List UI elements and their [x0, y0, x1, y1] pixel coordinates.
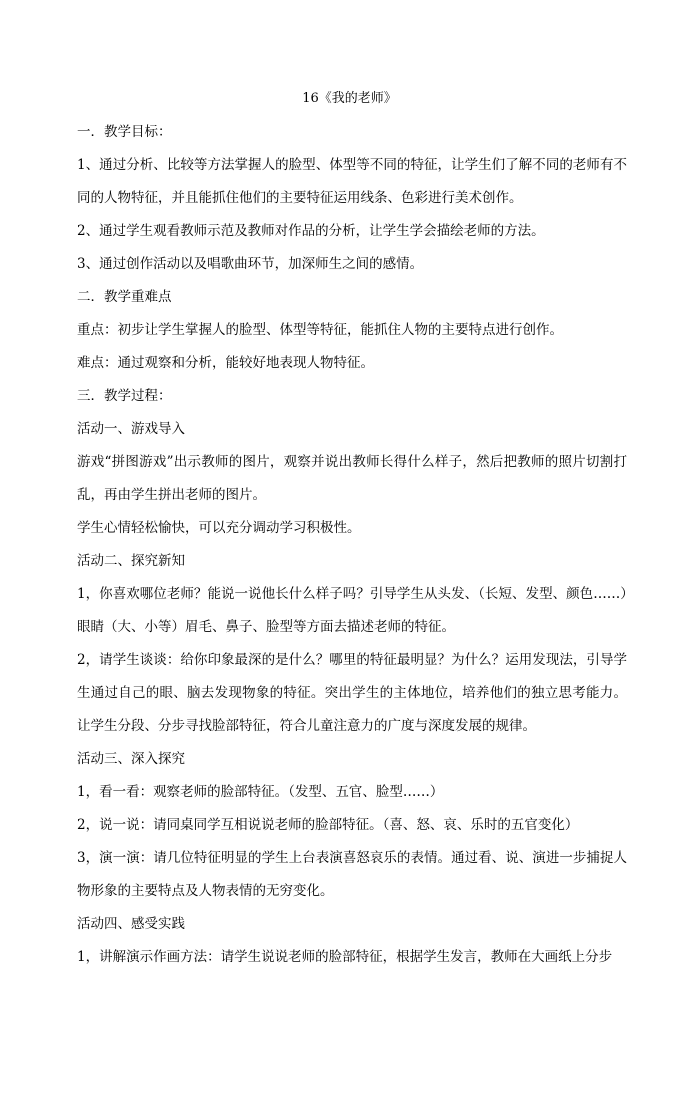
difficult-point: 难点：通过观察和分析，能较好地表现人物特征。 [77, 355, 374, 371]
activity-2-heading: 活动二、探究新知 [77, 553, 185, 569]
activity-2-step-1: 1，你喜欢哪位老师？能说一说他长什么样子吗？引导学生从头发、（长短、发型、颜色……）眼睛（大、小等）眉毛、鼻子、脸型等方面去描述老师的特征。 [77, 585, 627, 635]
activity-3-step-3: 3，演一演：请几位特征明显的学生上台表演喜怒哀乐的表情。通过看、说、演进一步捕捉人物形象的主要特点及人物表情的无穷变化。 [77, 849, 627, 899]
activity-1-note: 学生心情轻松愉快，可以充分调动学习积极性。 [77, 520, 361, 536]
activity-4-step-1: 1，讲解演示作画方法：请学生说说老师的脸部特征，根据学生发言，教师在大画纸上分步 [77, 949, 613, 965]
activity-3-heading: 活动三、深入探究 [77, 751, 185, 767]
key-point: 重点：初步让学生掌握人的脸型、体型等特征，能抓住人物的主要特点进行创作。 [77, 322, 563, 338]
objective-1: 1、通过分析、比较等方法掌握人的脸型、体型等不同的特征，让学生们了解不同的老师有不同的人物特征，并且能抓住他们的主要特征运用线条、色彩进行美术创作。 [77, 156, 627, 206]
activity-2-step-2: 2，请学生谈谈：给你印象最深的是什么？哪里的特征最明显？为什么？运用发现法，引导学生通过自己的眼、脑去发现物象的特征。突出学生的主体地位，培养他们的独立思考能力。让学生分段、分步寻找脸部特征，符合儿童注意力的广度与深度发展的规律。 [77, 651, 627, 734]
activity-1-heading: 活动一、游戏导入 [77, 421, 185, 437]
activity-3-step-1: 1，看一看：观察老师的脸部特征。（发型、五官、脸型……） [77, 784, 444, 800]
document-title: 16《我的老师》 [302, 91, 397, 106]
section-heading-objectives: 一．教学目标： [77, 124, 172, 140]
activity-3-step-2: 2，说一说：请同桌同学互相说说老师的脸部特征。（喜、怒、哀、乐时的五官变化） [77, 817, 579, 833]
section-heading-process: 三．教学过程： [77, 388, 172, 404]
objective-2: 2、通过学生观看教师示范及教师对作品的分析，让学生学会描绘老师的方法。 [77, 223, 545, 239]
activity-4-heading: 活动四、感受实践 [77, 916, 185, 932]
objective-3: 3、通过创作活动以及唱歌曲环节，加深师生之间的感情。 [77, 256, 424, 272]
activity-1-text: 游戏“拼图游戏”出示教师的图片，观察并说出教师长得什么样子，然后把教师的照片切割打乱，再由学生拼出老师的图片。 [77, 453, 627, 503]
document-body [77, 123, 627, 981]
section-heading-key-points: 二．教学重难点 [77, 289, 172, 305]
